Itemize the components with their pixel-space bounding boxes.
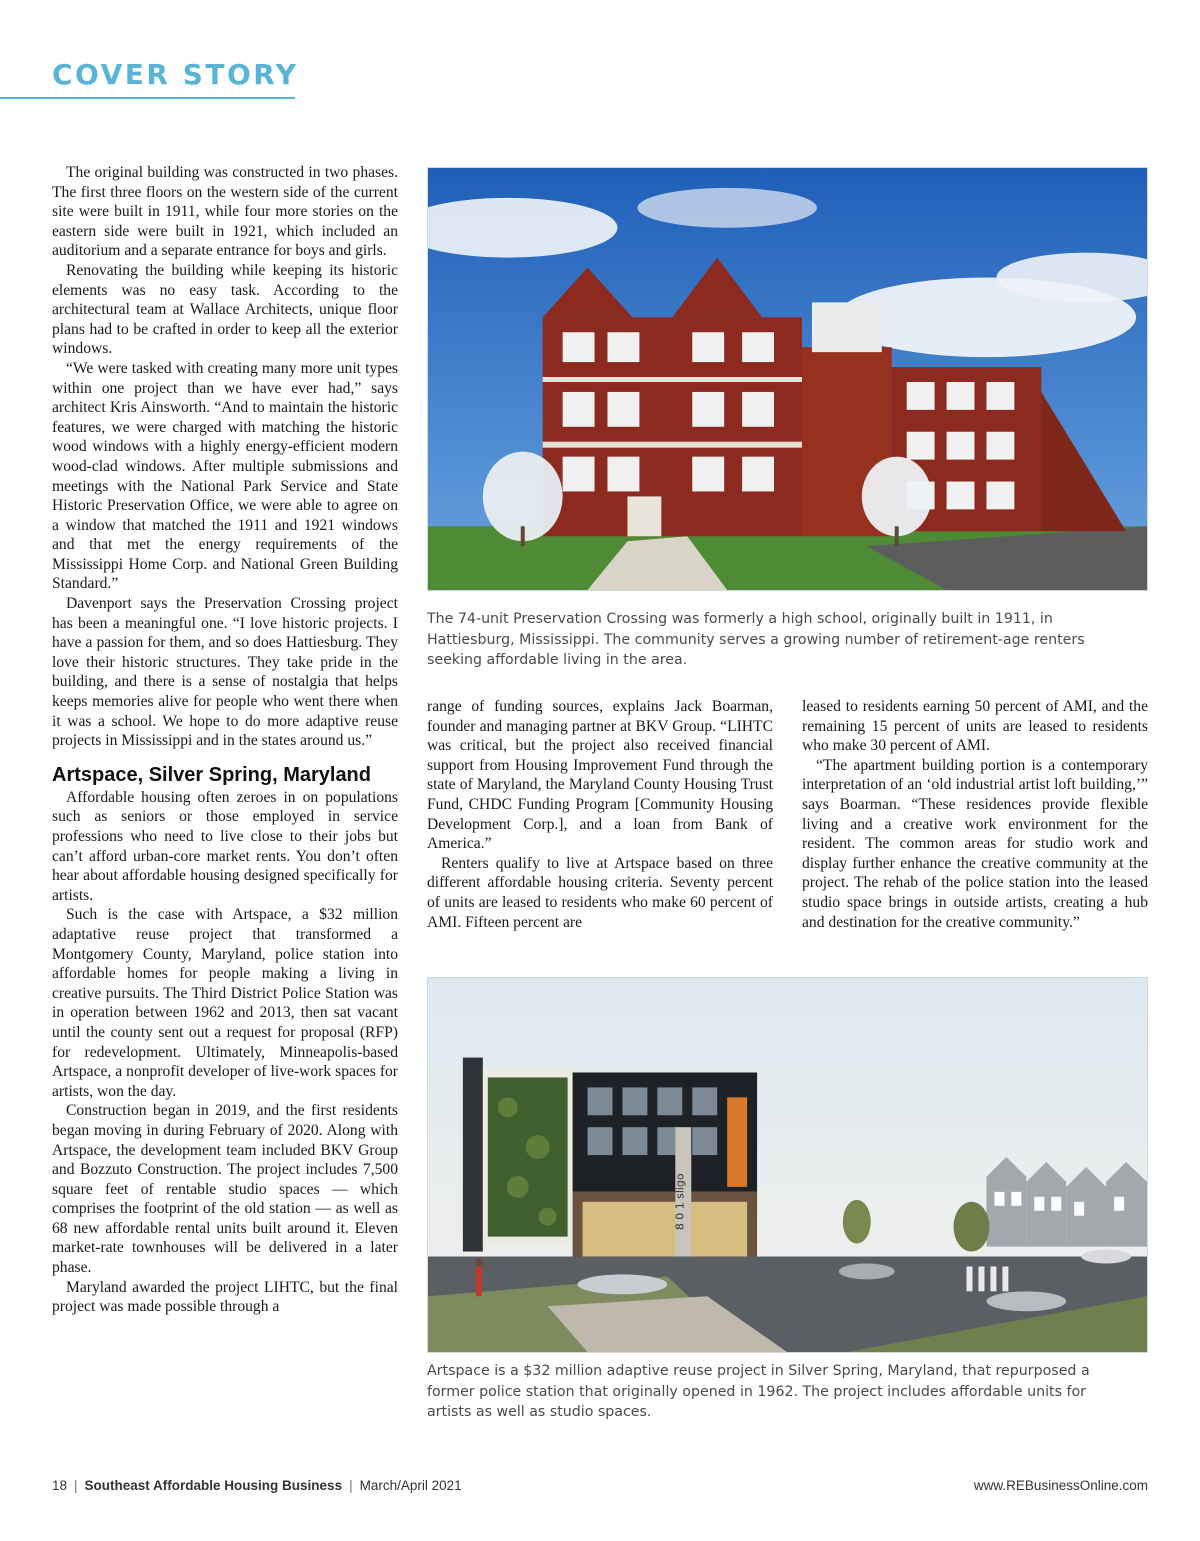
building-sign-text: 8 0 1 sligo xyxy=(673,1173,687,1231)
paragraph: Renters qualify to live at Artspace based on three different affordable housing criteria. Seventy percent of units are leased to residents who make 60 percent of AMI. Fifteen percent are xyxy=(427,854,773,931)
paragraph: Such is the case with Artspace, a $32 million adaptative reuse project that transformed a Montgomery County, Maryland, police station into affordable homes for people making a living in creative pursuits. The Third District Police Station was in operation between 1962 and 2013, then sat vacant until the county sent out a request for proposal (RFP) for redevelopment. Ultimately, Minneapolis-based Artspace, a nonprofit developer of live-work spaces for artists, won the day. xyxy=(52,906,398,1100)
paragraph: The original building was constructed in two phases. The first three floors on the western side of the current site were built in 1911, while four more stories on the eastern side were built in 1921, which included an auditorium and a separate entrance for boys and girls. xyxy=(52,164,398,260)
page-number: 18 xyxy=(52,1478,68,1493)
paragraph: “We were tasked with creating many more unit types within one project than we have ever had,” says architect Kris Ainsworth. “And to maintain the historic features, we were charged with matching the historic wood windows with a highly energy-efficient modern wood-clad windows. After multiple submissions and meetings with the National Park Service and State Historic Preservation Office, we were able to agree on a window that matched the 1911 and 1921 windows and that met the energy requirements of the Mississippi Home Corp. and National Green Building Standard.” xyxy=(52,359,398,593)
section-title: COVER STORY xyxy=(52,58,299,91)
artspace-photo xyxy=(427,977,1148,1353)
paragraph: Construction began in 2019, and the first residents began moving in during February of 2020. Along with Artspace, the development team included BKV Group and Bozzuto Construction. The project includes 7,500 square feet of rentable studio spaces — which comprises the footprint of the old station — as well as 68 new affordable rental units built around it. Eleven market-rate townhouses will be delivered in a later phase. xyxy=(52,1102,398,1277)
footer-left: 18 | Southeast Affordable Housing Business | March/April 2021 xyxy=(52,1478,462,1493)
issue-date: March/April 2021 xyxy=(359,1478,462,1493)
section-title-rule xyxy=(0,97,295,99)
photo-caption: Artspace is a $32 million adaptive reuse project in Silver Spring, Maryland, that repurposed a former police station that originally opened in 1962. The project includes affordable units for artists as well as studio spaces. xyxy=(427,1363,1090,1420)
paragraph: range of funding sources, explains Jack Boarman, founder and managing partner at BKV Group. “LIHTC was critical, but the project also received financial support from Housing Improvement Fund through the state of Maryland, the Maryland County Housing Trust Fund, CHDC Funding Program [Community Housing Development Corp.], and a loan from Bank of America.” xyxy=(427,698,773,853)
publication-name: Southeast Affordable Housing Business xyxy=(84,1478,343,1493)
paragraph: Maryland awarded the project LIHTC, but the final project was made possible through a xyxy=(52,1278,398,1316)
preservation-crossing-photo xyxy=(427,167,1148,591)
paragraph: Renovating the building while keeping its historic elements was no easy task. According to the architectural team at Wallace Architects, unique floor plans had to be crafted in order to keep all the exterior windows. xyxy=(52,261,398,358)
article-column-middle xyxy=(427,697,773,932)
page-footer xyxy=(52,1478,1148,1498)
article-subhead: Artspace, Silver Spring, Maryland xyxy=(52,763,371,786)
paragraph: Affordable housing often zeroes in on populations such as seniors or those employed in service professions who need to live close to their jobs but can’t afford urban-core market rents. You don’t often hear about affordable housing designed specifically for artists. xyxy=(52,788,398,904)
article-column-right xyxy=(802,697,1148,932)
paragraph: “The apartment building portion is a contemporary interpretation of an ‘old industrial artist loft building,’” says Boarman. “These residences provide flexible living and a creative work environment for the resident. The common areas for studio work and display further enhance the creative community at the project. The rehab of the police station into the leased studio space brings in outside artists, creating a hub and destination for the creative community.” xyxy=(802,756,1148,931)
paragraph: leased to residents earning 50 percent of AMI, and the remaining 15 percent of units are leased to residents who make 30 percent of AMI. xyxy=(802,698,1148,755)
photo-caption: The 74-unit Preservation Crossing was formerly a high school, originally built in 1911, in Hattiesburg, Mississippi. The community serves a growing number of retirement-age renters seeking affordable living in the area. xyxy=(427,611,1085,668)
paragraph: Davenport says the Preservation Crossing project has been a meaningful one. “I love historic projects. I have a passion for them, and so does Hattiesburg. They love their historic structures. They take pride in the building, and there is a sense of nostalgia that helps keeps memories alive for people who went there when it was a school. We hope to do more adaptive reuse projects in Mississippi and in the states around us.” xyxy=(52,595,398,750)
article-column-left xyxy=(52,163,398,1317)
website-link[interactable]: www.REBusinessOnline.com xyxy=(973,1478,1148,1493)
